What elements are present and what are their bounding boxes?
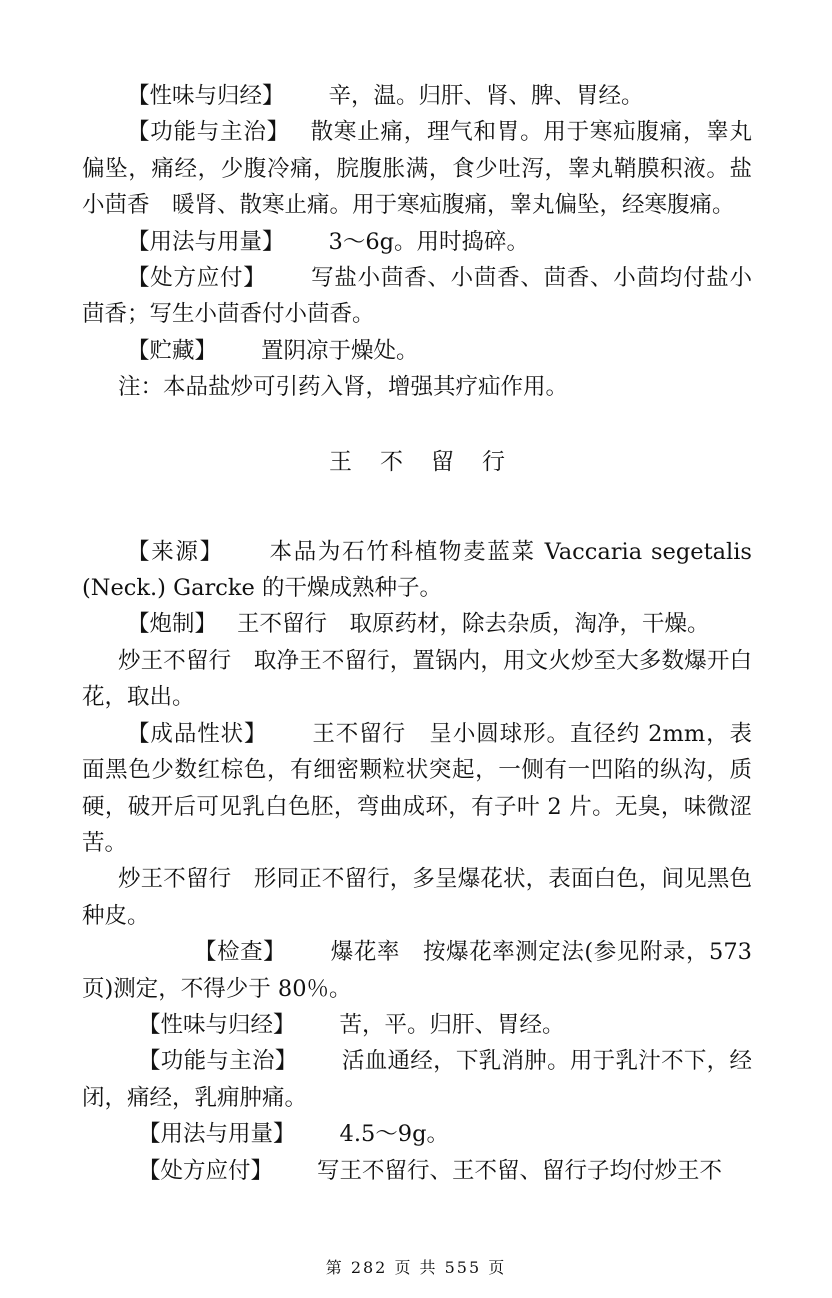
paragraph-chao: 炒王不留行 取净王不留行，置锅内，用文火炒至大多数爆开白花，取出。 <box>82 647 752 711</box>
heading-yongfa-1: 【用法与用量】 <box>127 228 285 255</box>
paragraph-gongneng-1 <box>82 114 752 223</box>
paragraph-xingwei-1 <box>82 78 752 114</box>
heading-paozhi: 【炮制】 <box>127 611 218 638</box>
text-chufang-2: 写王不留行、王不留、留行子均付炒王不 <box>317 1157 723 1184</box>
text-yongfa-1: 3～6g。用时捣碎。 <box>328 228 530 255</box>
paragraph-jiancha <box>82 934 752 1007</box>
note-paragraph: 注：本品盐炒可引药入肾，增强其疗疝作用。 <box>118 374 569 401</box>
text-paozhi: 王不留行 取原药材，除去杂质，淘净，干燥。 <box>237 611 710 638</box>
text-chufang-1: 写盐小茴香、小茴香、茴香、小茴均付盐小茴香；写生小茴香付小茴香。 <box>82 265 752 328</box>
heading-jiancha: 【检查】 <box>194 939 287 966</box>
paragraph-yongfa-1 <box>82 224 752 260</box>
text-laiyuan: 本品为石竹科植物麦蓝菜 Vaccaria segetalis (Neck.) Garcke 的干燥成熟种子。 <box>82 538 752 602</box>
page-footer: 第 282 页 共 555 页 <box>325 1258 507 1277</box>
paragraph-xingwei-2 <box>82 1007 752 1043</box>
heading-gongneng-2: 【功能与主治】 <box>138 1048 298 1075</box>
heading-chufang-2: 【处方应付】 <box>138 1157 274 1184</box>
paragraph-paozhi <box>82 606 752 642</box>
text-gongneng-2: 活血通经，下乳消肿。用于乳汁不下，经闭，痛经，乳痈肿痛。 <box>82 1048 752 1111</box>
text-gongneng-1: 散寒止痛，理气和胃。用于寒疝腹痛，睾丸偏坠，痛经，少腹冷痛，脘腹胀满，食少吐泻，睾丸鞘膜积液。盐小茴香 暖肾、散寒止痛。用于寒疝腹痛，睾丸偏坠，经寒腹痛。 <box>82 119 752 219</box>
heading-xingwei-2: 【性味与归经】 <box>138 1011 296 1038</box>
text-xingzhuang: 王不留行 呈小圆球形。直径约 2mm，表面黑色少数红棕色，有细密颗粒状突起，一侧有一凹陷的纵沟，质硬，破开后可见乳白色胚，弯曲成环，有子叶 2 片。无臭，味微涩苦。 <box>82 720 752 856</box>
paragraph-zhucang-1 <box>82 333 752 369</box>
paragraph-chao-xingzhuang: 炒王不留行 形同正不留行，多呈爆花状，表面白色，间见黑色种皮。 <box>82 866 752 929</box>
paragraph-xingzhuang <box>82 716 752 862</box>
document-page <box>82 78 752 1189</box>
text-xingwei-2: 苦，平。归肝、胃经。 <box>339 1011 565 1038</box>
text-yongfa-2: 4.5～9g。 <box>339 1121 450 1148</box>
heading-zhucang-1: 【贮藏】 <box>127 337 218 364</box>
paragraph-chufang-1 <box>82 260 752 333</box>
heading-gongneng-1: 【功能与主治】 <box>127 119 290 146</box>
paragraph-gongneng-2 <box>82 1043 752 1116</box>
paragraph-yongfa-2 <box>82 1116 752 1152</box>
heading-xingwei-1: 【性味与归经】 <box>127 83 285 109</box>
paragraph-chufang-2 <box>82 1153 752 1189</box>
paragraph-laiyuan <box>82 534 752 607</box>
section-title: 王不留行 <box>329 448 533 475</box>
text-xingwei-1: 辛，温。归肝、肾、脾、胃经。 <box>328 83 644 109</box>
heading-laiyuan: 【来源】 <box>127 538 224 565</box>
heading-chufang-1: 【处方应付】 <box>127 265 267 292</box>
text-zhucang-1: 置阴凉于燥处。 <box>261 337 419 364</box>
text-jiancha: 爆花率 按爆花率测定法(参见附录，573 页)测定，不得少于 80％。 <box>82 939 752 1002</box>
heading-yongfa-2: 【用法与用量】 <box>138 1121 296 1148</box>
heading-xingzhuang: 【成品性状】 <box>127 720 268 747</box>
